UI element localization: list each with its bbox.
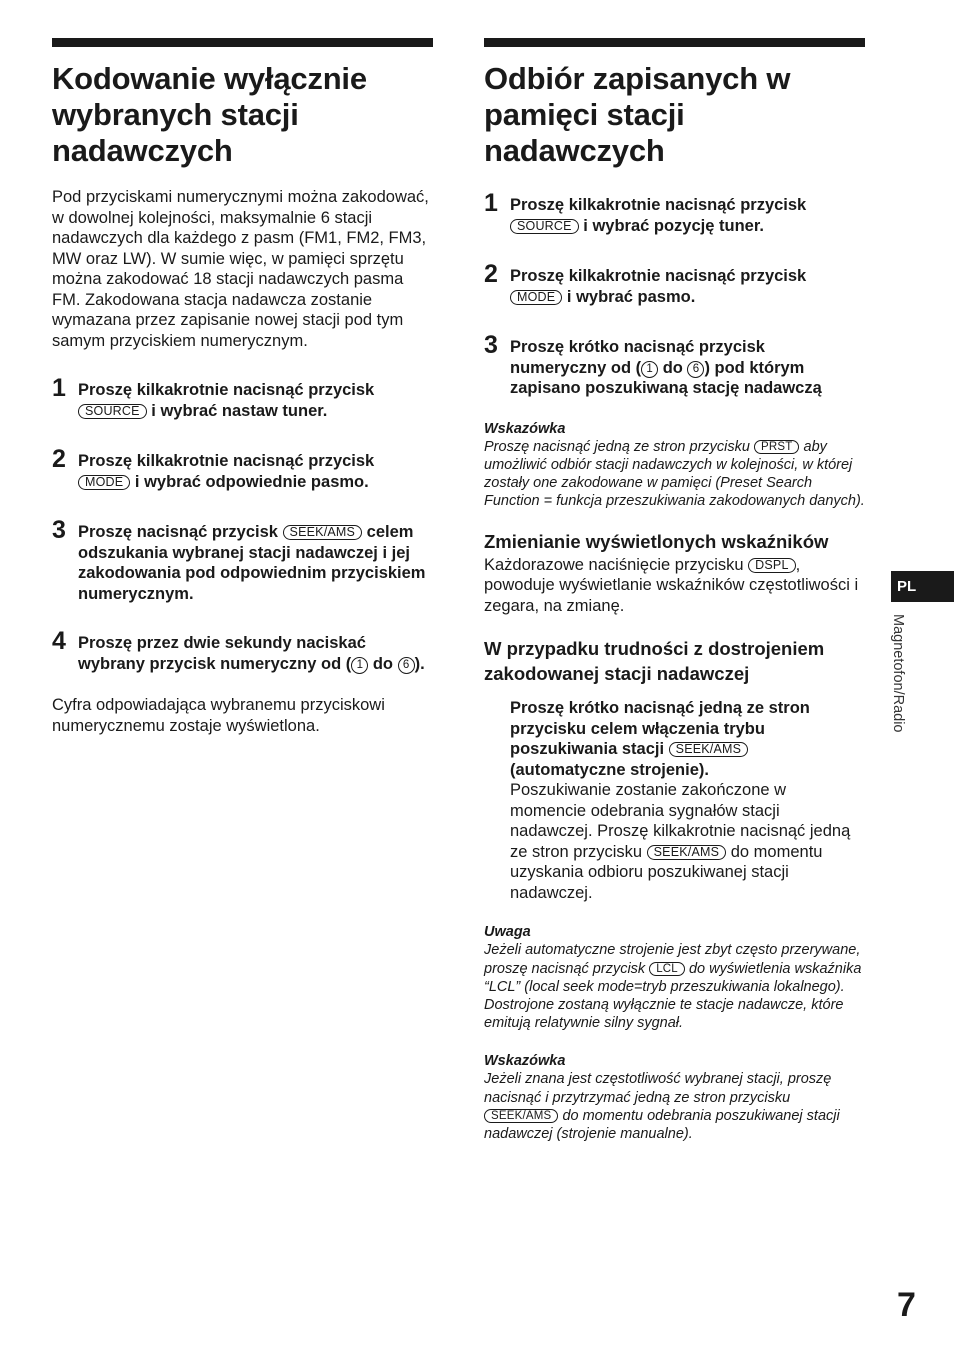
step-number: 1	[52, 374, 66, 402]
number-key-1: 1	[351, 657, 368, 674]
note-heading: Uwaga	[484, 924, 531, 941]
right-step-2	[484, 260, 865, 307]
step-number: 1	[484, 189, 498, 217]
tip-text-part: do momentu odebrania poszukiwanej stacji nadawczej (strojenie manualne).	[484, 1107, 840, 1142]
step-number: 3	[52, 516, 66, 544]
dspl-key: DSPL	[748, 558, 795, 573]
section-rule	[52, 38, 433, 47]
step-text: i wybrać nastaw tuner.	[151, 401, 328, 420]
note-text-part: do wyświetlenia wskaźnika “LCL” (local seek mode=tryb przeszukiwania lokalnego). Dostrojone zostaną wyłącznie te stacje nadawcze, które emitują relatywnie silny sygnał.	[484, 960, 862, 1032]
tip-text	[484, 438, 865, 511]
left-step-3	[52, 516, 433, 604]
text-part: Każdorazowe naciśnięcie przycisku	[484, 555, 744, 574]
tuning-body-text	[510, 780, 865, 903]
step-text: Proszę nacisnąć przycisk	[78, 523, 278, 541]
tuning-instructions	[484, 698, 865, 903]
tip-preset-search	[484, 420, 865, 511]
tip-heading: Wskazówka	[484, 1053, 566, 1070]
page-number: 7	[897, 1286, 916, 1324]
seek-ams-key: SEEK/AMS	[647, 845, 727, 860]
section-rule	[484, 38, 865, 47]
step-text: do	[658, 358, 688, 377]
seek-ams-key: SEEK/AMS	[669, 742, 749, 757]
step-text: do	[368, 654, 398, 673]
left-column	[52, 38, 433, 736]
subsection-text	[484, 555, 865, 617]
step-number: 4	[52, 627, 66, 655]
text-part: do momentu uzyskania odbioru poszukiwanej stacji nadawczej.	[510, 842, 823, 902]
right-step-1	[484, 189, 865, 236]
source-key: SOURCE	[78, 404, 147, 419]
text-part: Proszę krótko nacisnąć jedną ze stron przycisku celem włączenia trybu poszukiwania stacji	[510, 699, 810, 759]
tip-text-part: Jeżeli znana jest częstotliwość wybranej stacji, proszę nacisnąć i przytrzymać jedną ze stron przycisku	[484, 1071, 832, 1106]
left-section-title: Kodowanie wyłącznie wybranych stacji nadawczych	[52, 61, 367, 168]
mode-key: MODE	[78, 475, 130, 490]
right-section-title: Odbiór zapisanych w pamięci stacji nadawczych	[484, 61, 791, 168]
step-text: Proszę przez dwie sekundy naciskać wybrany przycisk numeryczny od (	[78, 634, 366, 673]
section-tuning-trouble	[484, 637, 865, 903]
left-outro-text: Cyfra odpowiadająca wybranemu przyciskowi numerycznemu zostaje wyświetlona.	[52, 696, 385, 735]
note-text-part: Jeżeli automatyczne strojenie jest zbyt często przerywane, proszę nacisnąć przycisk	[484, 942, 861, 977]
number-key-6: 6	[687, 361, 704, 378]
lcl-key: LCL	[649, 962, 685, 976]
note-lcl	[484, 923, 865, 1032]
text-part: Poszukiwanie zostanie zakończone w momencie odebrania sygnałów stacji nadawczej. Proszę kilkakrotnie nacisnąć jedną ze stron przycisku	[510, 781, 851, 861]
right-column	[484, 38, 865, 1143]
text-part: (automatyczne strojenie).	[510, 760, 709, 779]
step-text: Proszę kilkakrotnie nacisnąć przycisk	[78, 452, 375, 470]
right-step-3	[484, 331, 865, 399]
section-display-indicators	[484, 530, 865, 616]
step-text: Proszę kilkakrotnie nacisnąć przycisk	[510, 196, 807, 214]
step-text: celem odszukania wybranej stacji nadawczej i jej zakodowania pod odpowiednim przyciskiem numerycznym.	[78, 523, 426, 603]
number-key-6: 6	[398, 657, 415, 674]
step-text: Proszę kilkakrotnie nacisnąć przycisk	[78, 381, 375, 399]
note-text	[484, 941, 865, 1032]
seek-ams-key: SEEK/AMS	[283, 525, 363, 540]
chapter-label: Magnetofon/Radio	[890, 614, 906, 733]
step-text: i wybrać odpowiednie pasmo.	[134, 472, 369, 491]
tuning-bold-text	[510, 698, 865, 780]
tip-text-part: Proszę nacisnąć jedną ze stron przycisku	[484, 438, 750, 455]
mode-key: MODE	[510, 290, 562, 305]
source-key: SOURCE	[510, 219, 579, 234]
step-text: i wybrać pozycję tuner.	[583, 216, 764, 235]
subsection-heading: Zmienianie wyświetlonych wskaźników	[484, 531, 829, 553]
step-number: 3	[484, 331, 498, 359]
step-text: ).	[414, 654, 425, 673]
subsection-heading: W przypadku trudności z dostrojeniem zakodowanej stacji nadawczej	[484, 638, 825, 684]
left-step-1	[52, 374, 433, 421]
tip-heading: Wskazówka	[484, 420, 566, 437]
step-text: Proszę kilkakrotnie nacisnąć przycisk	[510, 267, 807, 285]
prst-key: PRST	[754, 440, 799, 454]
step-number: 2	[52, 445, 66, 473]
number-key-1: 1	[641, 361, 658, 378]
step-text: Proszę krótko nacisnąć przycisk numeryczny od (	[510, 338, 765, 377]
step-text: i wybrać pasmo.	[566, 287, 696, 306]
left-step-2	[52, 445, 433, 492]
left-step-4	[52, 627, 433, 674]
tip-text	[484, 1070, 865, 1143]
language-tab: PL	[891, 571, 954, 602]
tip-manual-tuning	[484, 1052, 865, 1143]
step-text: ) pod którym zapisano poszukiwaną stację nadawczą	[510, 358, 822, 397]
left-intro-text: Pod przyciskami numerycznymi można zakodować, w dowolnej kolejności, maksymalnie 6 stacji nadawczych dla każdego z pasm (FM1, FM2, FM3, MW oraz LW). W sumie więc, w pamięci sprzętu można zakodować 18 stacji nadawczych pasma FM. Zakodowana stacja nadawcza zostanie wymazana przez zapisanie nowej stacji pod tym samym przyciskiem numerycznym.	[52, 188, 429, 350]
step-number: 2	[484, 260, 498, 288]
tip-text-part: aby umożliwić odbiór stacji nadawczych w kolejności, w której zostały one zakodowane w pamięci (Preset Search Function = funkcja przeszukiwania zakodowanych danych).	[484, 438, 865, 510]
text-part: , powoduje wyświetlanie wskaźników częstotliwości i zegara, na zmianę.	[484, 555, 859, 615]
seek-ams-key: SEEK/AMS	[484, 1109, 558, 1123]
